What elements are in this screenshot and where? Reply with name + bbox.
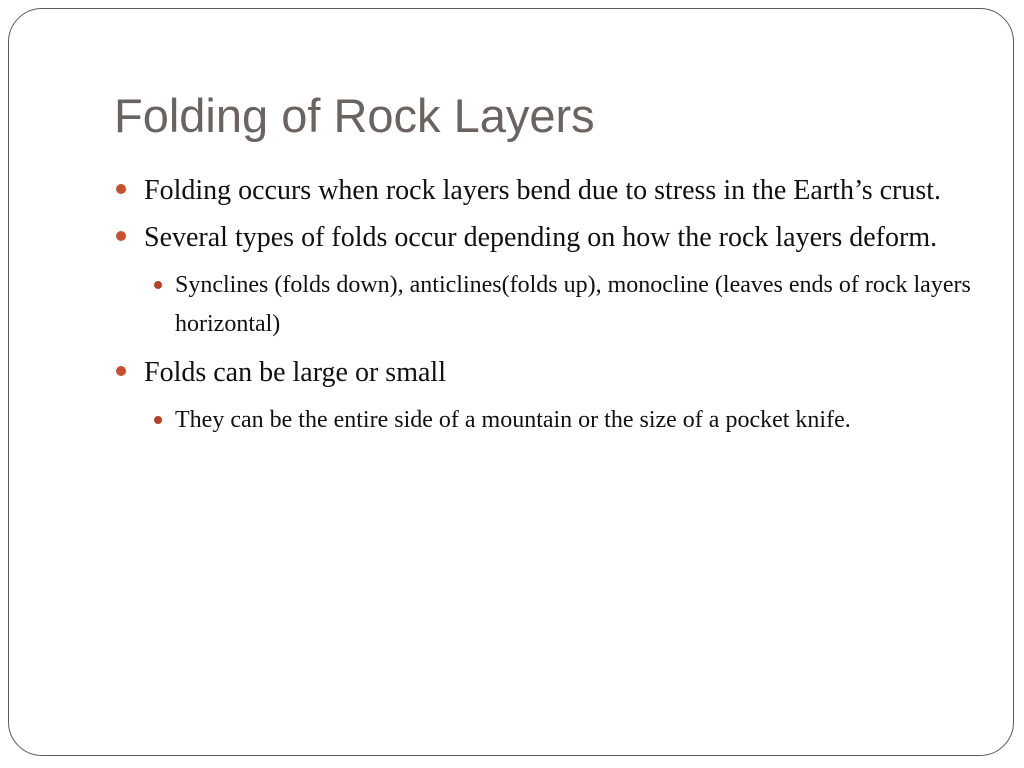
- sub-bullet-icon: [154, 416, 162, 424]
- bullet-text: Folds can be large or small: [144, 357, 446, 388]
- slide-title: Folding of Rock Layers: [114, 89, 595, 142]
- bullet-icon: [116, 184, 126, 194]
- bullet-icon: [116, 231, 126, 241]
- sub-bullet-icon: [154, 281, 162, 289]
- bullet-text: Folding occurs when rock layers bend due to stress in the Earth’s crust.: [144, 175, 942, 206]
- sub-bullet-item: [116, 266, 976, 344]
- bullet-item: [116, 215, 976, 260]
- sub-bullet-text: Synclines (folds down), anticlines(folds up), monocline (leaves ends of rock layers horizontal): [175, 272, 971, 337]
- bullet-list: [116, 168, 976, 446]
- bullet-text: Several types of folds occur depending on how the rock layers deform.: [144, 222, 938, 253]
- bullet-icon: [116, 366, 126, 376]
- sub-bullet-text: They can be the entire side of a mountain or the size of a pocket knife.: [175, 407, 851, 433]
- bullet-item: [116, 350, 976, 395]
- sub-bullet-item: [116, 401, 976, 440]
- bullet-item: [116, 168, 976, 213]
